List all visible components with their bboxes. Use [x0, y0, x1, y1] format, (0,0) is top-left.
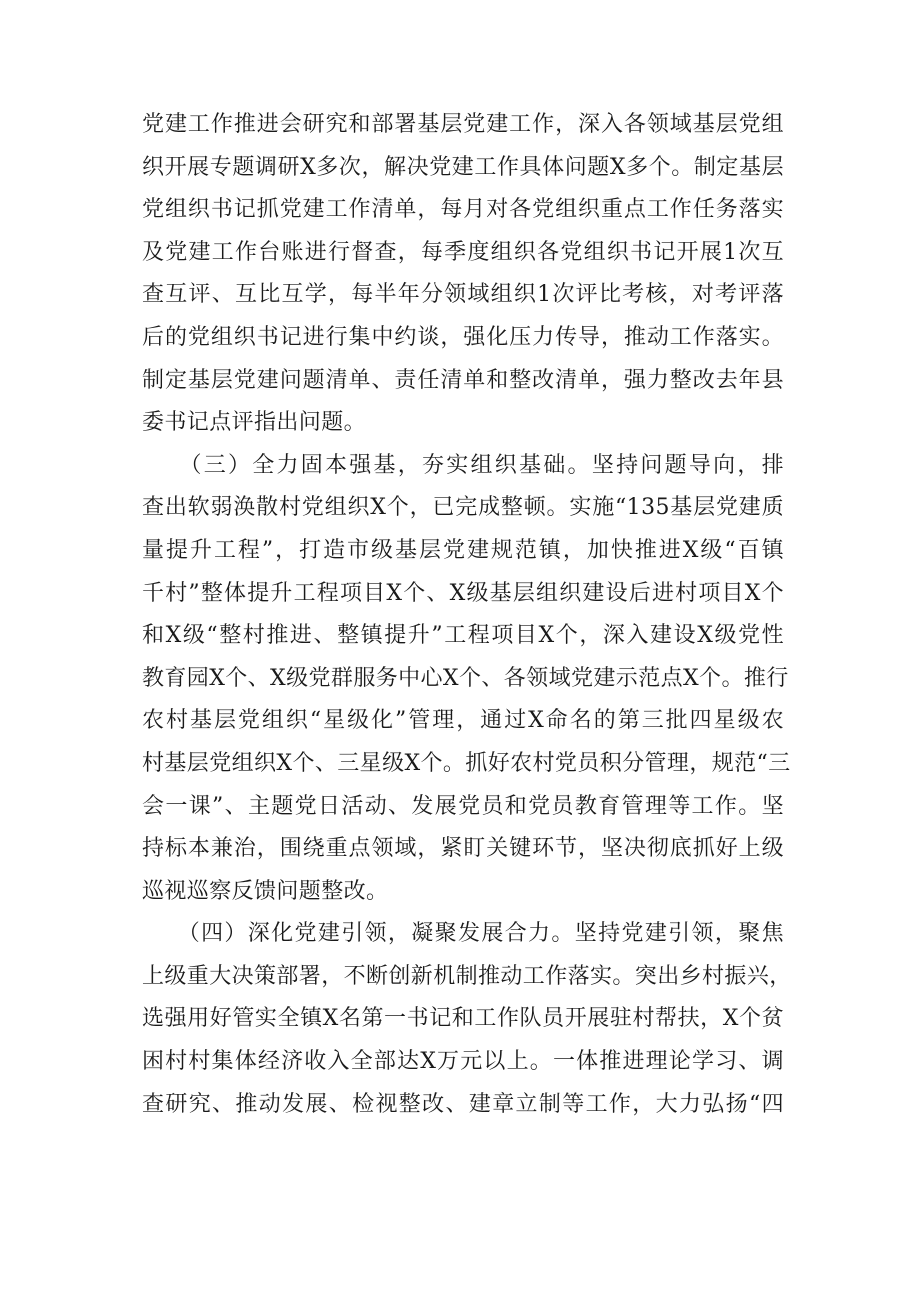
text-line: 持标本兼治，围绕重点领域，紧盯关键环节，坚决彻底抓好上级	[142, 836, 784, 862]
text-line: 织开展专题调研X多次，解决党建工作具体问题X多个。制定基层	[142, 154, 784, 180]
text-line: 查出软弱涣散村党组织X个，已完成整顿。实施“135基层党建质	[142, 495, 784, 521]
text-line: 及党建工作台账进行督查，每季度组织各党组织书记开展1次互	[142, 239, 784, 265]
text-line: 选强用好管实全镇X名第一书记和工作队员开展驻村帮扶，X个贫	[142, 1006, 784, 1032]
text-line: 和X级“整村推进、整镇提升”工程项目X个，深入建设X级党性	[142, 623, 784, 649]
text-line: 后的党组织书记进行集中约谈，强化压力传导，推动工作落实。	[142, 324, 784, 350]
text-line: 党组织书记抓党建工作清单，每月对各党组织重点工作任务落实	[142, 197, 784, 223]
text-line: 查研究、推动发展、检视整改、建章立制等工作，大力弘扬“四	[142, 1091, 784, 1117]
text-line: 巡视巡察反馈问题整改。	[142, 878, 389, 904]
body-text	[142, 104, 792, 1126]
text-line: 量提升工程”，打造市级基层党建规范镇，加快推进X级“百镇	[142, 537, 784, 563]
text-line: 困村村集体经济收入全部达X万元以上。一体推进理论学习、调	[142, 1049, 784, 1075]
text-line: 党建工作推进会研究和部署基层党建工作，深入各领域基层党组	[142, 112, 784, 137]
text-line: 制定基层党建问题清单、责任清单和整改清单，强力整改去年县	[142, 367, 784, 393]
text-line: 村基层党组织X个、三星级X个。抓好农村党员积分管理，规范“三	[142, 750, 791, 776]
text-line: 查互评、互比互学，每半年分领域组织1次评比考核，对考评落	[142, 282, 784, 308]
text-line: 委书记点评指出问题。	[142, 410, 367, 436]
text-line: 千村”整体提升工程项目X个、X级基层组织建设后进村项目X个	[142, 580, 784, 606]
text-line: 农村基层党组织“星级化”管理，通过X命名的第三批四星级农	[142, 708, 784, 734]
text-line: （三）全力固本强基，夯实组织基础。坚持问题导向，排	[142, 452, 784, 478]
text-line: （四）深化党建引领，凝聚发展合力。坚持党建引领，聚焦	[142, 921, 784, 947]
text-line: 教育园X个、X级党群服务中心X个、各领域党建示范点X个。推行	[142, 665, 789, 691]
text-line: 会一课”、主题党日活动、发展党员和党员教育管理等工作。坚	[142, 793, 784, 819]
text-line: 上级重大决策部署，不断创新机制推动工作落实。突出乡村振兴，	[142, 963, 792, 989]
